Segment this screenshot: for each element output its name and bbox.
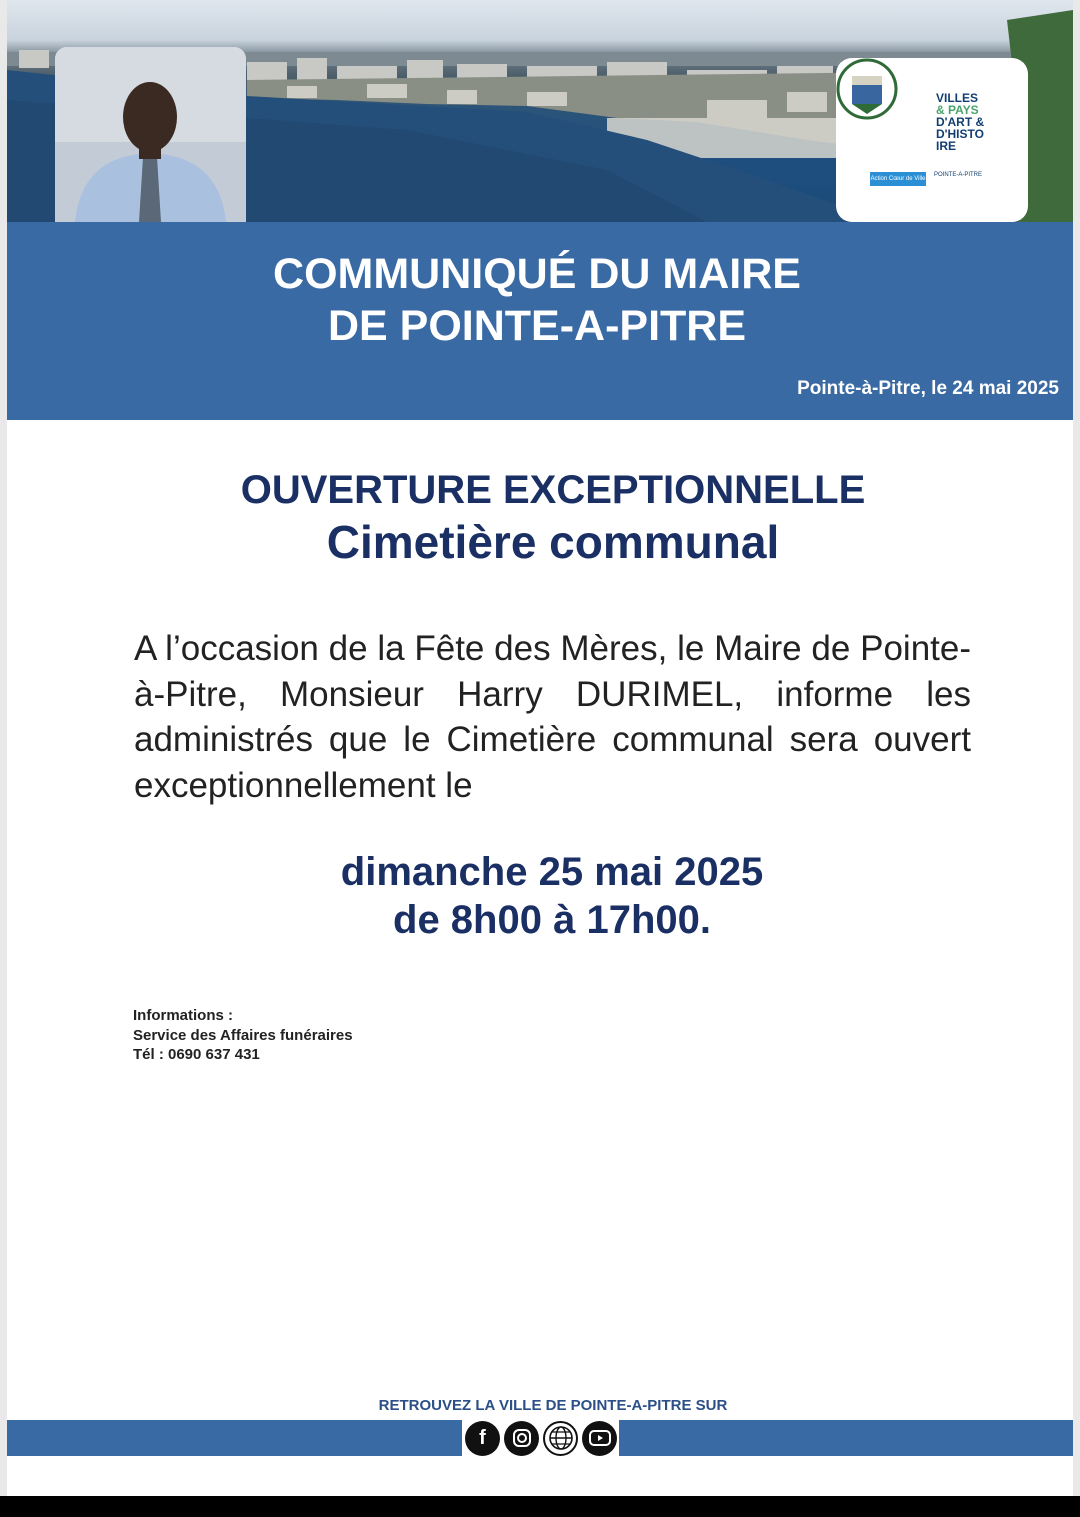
- instagram-icon[interactable]: [504, 1421, 539, 1456]
- notice-paragraph: A l’occasion de la Fête des Mères, le Maire de Pointe-à-Pitre, Monsieur Harry DURIMEL, informe les administrés que le Cimetière communal sera ouvert exceptionnellement le: [134, 629, 971, 805]
- header-photo-harbor: [7, 0, 1073, 222]
- youtube-icon[interactable]: [582, 1421, 617, 1456]
- communique-date: Pointe-à-Pitre, le 24 mai 2025: [797, 378, 1059, 399]
- page-title: COMMUNIQUÉ DU MAIRE DE POINTE-A-PITRE: [273, 250, 801, 350]
- footer-caption: RETROUVEZ LA VILLE DE POINTE-A-PITRE SUR: [378, 1397, 728, 1414]
- bottom-edge: [0, 1496, 1080, 1517]
- document-page: [7, 0, 1073, 1496]
- social-links: [463, 1420, 619, 1456]
- vpah-label: VILLES & PAYS D'ART & D'HISTO IRE: [936, 91, 985, 153]
- facebook-icon[interactable]: f: [465, 1421, 500, 1456]
- footer-bar-left: [7, 1420, 462, 1456]
- title-banner: [7, 222, 1073, 420]
- contact-info: Informations : Service des Affaires funéraires Tél : 0690 637 431: [133, 1007, 353, 1063]
- city-seal-icon: [836, 58, 898, 120]
- globe-icon[interactable]: [543, 1421, 578, 1456]
- action-coeur-label: Action Cœur de Ville: [870, 172, 926, 186]
- logo-city-label: POINTE-A-PITRE: [934, 172, 983, 178]
- opening-date: dimanche 25 mai 2025 de 8h00 à 17h00.: [340, 850, 764, 942]
- city-logo-card: [836, 58, 1028, 222]
- mayor-portrait: [55, 47, 246, 222]
- notice-heading: OUVERTURE EXCEPTIONNELLE Cimetière communal: [240, 468, 866, 568]
- footer-bar-right: [619, 1420, 1073, 1456]
